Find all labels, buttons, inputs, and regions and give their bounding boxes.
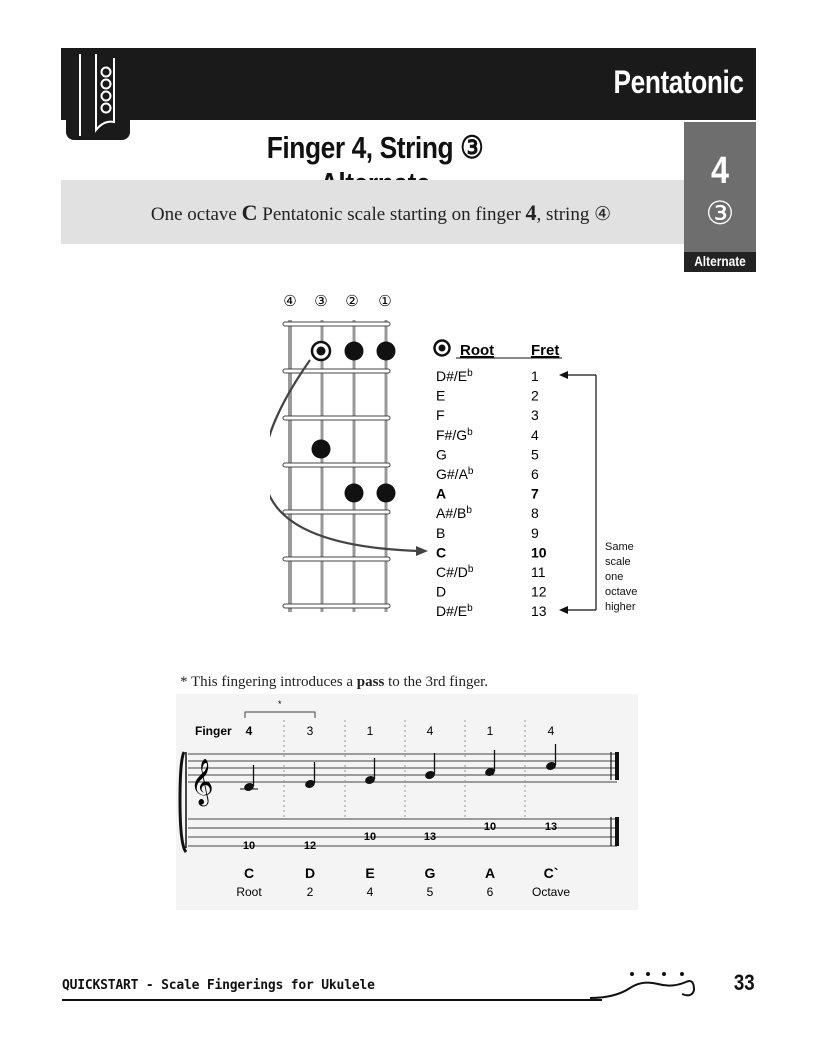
fret-number: 3 [531, 407, 539, 424]
finger-dot [345, 342, 364, 361]
finger-number: 1 [486, 724, 494, 738]
finger-number: 4 [245, 724, 253, 738]
root-heading: Root [460, 342, 495, 359]
note-name: G [436, 446, 447, 463]
system-brace [180, 752, 186, 852]
note-name: $F\#/G^b$ [436, 426, 473, 443]
side-tab-label: Alternate [694, 253, 746, 269]
fret-number: 9 [531, 524, 539, 541]
tab-fret: 10 [242, 840, 256, 852]
scale-degree: 4 [366, 885, 374, 899]
footer-text: QUICKSTART - Scale Fingerings for Ukulele [62, 978, 375, 993]
notation-staff [176, 694, 638, 910]
fret-number: 10 [531, 544, 547, 561]
finger-number: 1 [366, 724, 374, 738]
string-label: ③ [314, 292, 328, 310]
finger-dot [345, 484, 364, 503]
note-name: D [436, 583, 447, 600]
note-name: B [436, 524, 446, 541]
scale-note: C` [543, 865, 559, 881]
fret-number: 1 [531, 368, 539, 384]
scale-degree: Root [236, 885, 262, 899]
string-label: ① [378, 292, 392, 310]
root-dot-center [317, 347, 326, 356]
tab-fret: 13 [544, 821, 558, 833]
note-name: $G\#/A^b$ [436, 466, 474, 482]
fret-number: 13 [531, 603, 547, 620]
fret-number: 11 [531, 564, 546, 580]
note-name: $D\#/E^b$ [436, 603, 473, 620]
fret-number: 5 [531, 446, 539, 463]
scale-degree: Octave [531, 885, 571, 899]
note-name: $A\#/B^b$ [436, 505, 472, 522]
footnote: * This fingering introduces a pass to the 3rd finger. [180, 674, 489, 690]
fretboard-diagram [270, 285, 630, 630]
tab-fret: 10 [483, 821, 497, 833]
arrow-head [416, 546, 428, 556]
svg-text:*: * [278, 699, 282, 709]
fret-wire [283, 557, 390, 561]
note-name: $D\#/E^b$ [436, 368, 473, 384]
note-name: A [436, 485, 447, 502]
scale-note: A [484, 865, 496, 881]
treble-clef-icon: 𝄞 [190, 759, 214, 805]
note-name: E [436, 387, 446, 404]
fret-number: 12 [531, 583, 547, 600]
page-number: 33 [733, 970, 755, 995]
string-label: ④ [283, 292, 297, 310]
fret-number: 8 [531, 505, 539, 522]
octave-arrow [270, 360, 420, 551]
fret-wire [283, 463, 390, 467]
finger-number: 3 [306, 724, 314, 738]
side-note: Same scale one octave higher [605, 541, 638, 613]
fret-wire [283, 604, 390, 608]
finger-number: 4 [426, 724, 434, 738]
page-heading: Finger 4, String ③ [266, 130, 484, 165]
finger-dot [377, 484, 396, 503]
scale-note: G [424, 865, 436, 881]
tab-fret: 13 [423, 831, 437, 843]
scale-degree: 5 [426, 885, 434, 899]
fret-number: 6 [531, 466, 539, 482]
ukulele-headstock-icon [66, 50, 130, 140]
fret-heading: Fret [531, 342, 560, 359]
scale-degree: 6 [486, 885, 494, 899]
side-tab-finger: 4 [711, 150, 729, 192]
finger-label: Finger [195, 724, 232, 738]
scale-degree: 2 [306, 885, 314, 899]
fret-wire [283, 416, 390, 420]
scale-note: E [365, 865, 375, 881]
note-name: C [436, 544, 447, 561]
section-title: Pentatonic [613, 64, 744, 100]
scale-note: D [304, 865, 316, 881]
finger-dot [377, 342, 396, 361]
subtitle-finger: 4 [525, 200, 537, 225]
tab-fret: 10 [363, 831, 377, 843]
fret-wire [283, 369, 390, 373]
pass-bracket [245, 712, 315, 718]
fret-wire [283, 322, 390, 326]
tab-fret: 12 [303, 840, 317, 852]
fret-wire [283, 510, 390, 514]
finger-dot [312, 440, 331, 459]
ukulele-logo [66, 50, 130, 140]
finger-number: 4 [547, 724, 555, 738]
fret-number: 4 [531, 426, 539, 443]
subtitle-key: C [241, 200, 258, 225]
string-label: ② [345, 292, 359, 310]
scale-note: C [243, 865, 255, 881]
note-name: F [436, 407, 445, 424]
fret-number: 2 [531, 387, 539, 404]
note-name: $C\#/D^b$ [436, 564, 474, 580]
footer-ukulele-icon [590, 968, 700, 1004]
side-tab-string: ③ [705, 195, 735, 231]
footer-rule [62, 999, 602, 1001]
fret-number: 7 [531, 485, 539, 502]
subtitle: One octave C Pentatonic scale starting on finger 4, string ④ [150, 200, 612, 225]
